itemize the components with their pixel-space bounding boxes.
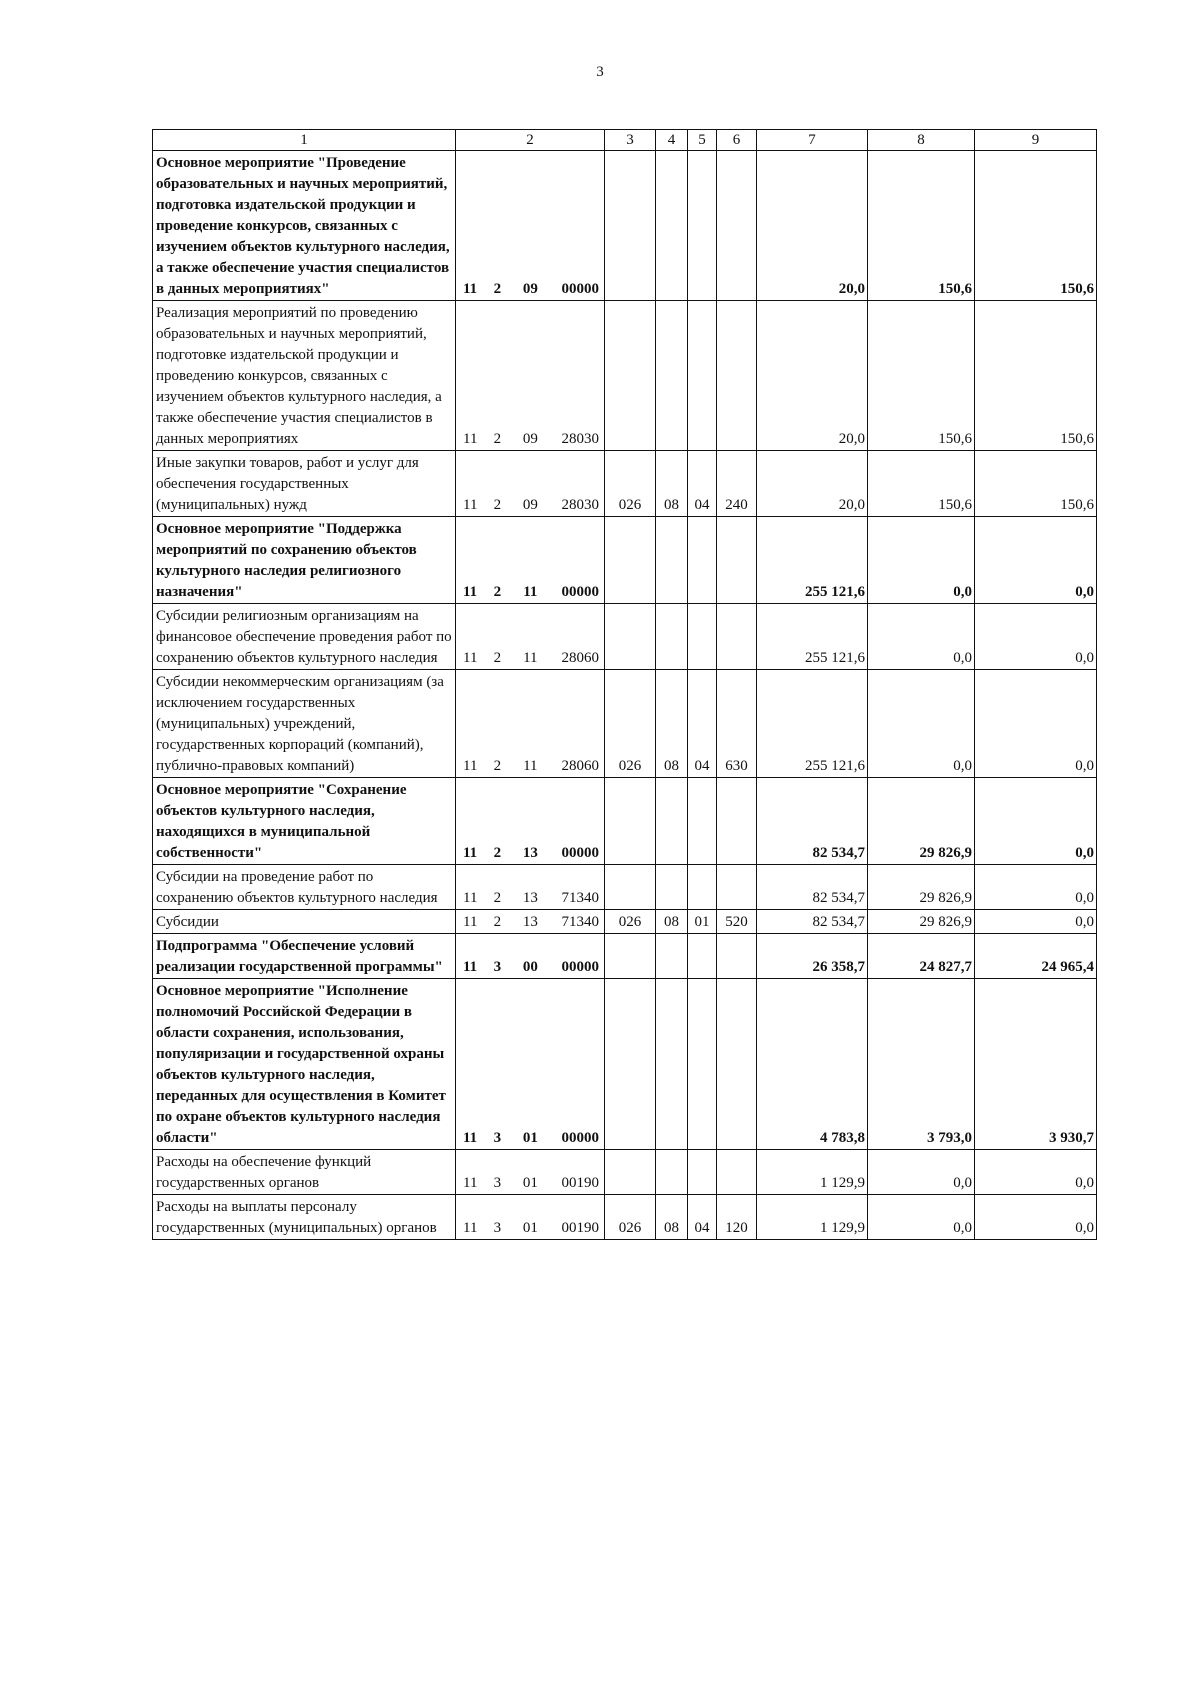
table-body [153,151,1097,1240]
column-header-1: 1 [153,130,456,151]
row-c6: 240 [717,451,757,517]
row-c3: 026 [605,910,656,934]
column-header-2: 2 [456,130,605,151]
table-row-program-item [153,979,1097,1150]
code-part-3: 00 [522,959,538,975]
row-c4 [656,301,688,451]
table-row-program-item [153,934,1097,979]
code-part-1: 11 [463,758,478,774]
code-part-2: 2 [493,650,502,666]
row-value-8: 29 826,9 [868,910,975,934]
row-c3 [605,1150,656,1195]
row-c5: 04 [688,670,717,778]
header-row [153,130,1097,151]
row-c4 [656,604,688,670]
row-c4 [656,979,688,1150]
code-part-4: 28030 [561,497,599,513]
row-c6: 120 [717,1195,757,1240]
row-c5 [688,934,717,979]
code-part-1: 11 [463,497,478,513]
row-code [459,648,601,669]
row-c6 [717,979,757,1150]
row-c6: 630 [717,670,757,778]
code-part-3: 01 [522,1220,538,1236]
row-c6 [717,865,757,910]
code-part-1: 11 [463,1175,478,1191]
code-part-2: 3 [493,1130,502,1146]
row-c4 [656,778,688,865]
row-value-8: 150,6 [868,451,975,517]
table-row [153,865,1097,910]
code-part-1: 11 [463,650,478,666]
row-c4: 08 [656,1195,688,1240]
row-c3 [605,151,656,301]
row-code-cell [456,151,605,301]
row-code [459,582,601,603]
code-part-2: 2 [493,758,502,774]
row-code-cell [456,451,605,517]
code-part-4: 00000 [561,281,599,297]
code-part-2: 2 [493,845,502,861]
row-value-9: 0,0 [975,910,1097,934]
table-row [153,301,1097,451]
row-c3 [605,778,656,865]
column-header-4: 4 [656,130,688,151]
row-name: Расходы на обеспечение функций государственных органов [153,1150,456,1195]
row-value-7: 255 121,6 [757,604,868,670]
code-part-2: 2 [493,584,502,600]
code-part-4: 28030 [561,431,599,447]
row-code-cell [456,670,605,778]
code-part-1: 11 [463,431,478,447]
row-c6: 520 [717,910,757,934]
row-value-7: 4 783,8 [757,979,868,1150]
row-c3 [605,604,656,670]
row-name: Субсидии [153,910,456,934]
code-part-4: 71340 [561,914,599,930]
row-value-7: 1 129,9 [757,1150,868,1195]
column-header-6: 6 [717,130,757,151]
row-c3 [605,865,656,910]
row-c3: 026 [605,451,656,517]
table-row-program-item [153,517,1097,604]
code-part-4: 00000 [561,584,599,600]
row-c6 [717,604,757,670]
row-code-cell [456,865,605,910]
row-value-8: 24 827,7 [868,934,975,979]
row-value-8: 3 793,0 [868,979,975,1150]
code-part-4: 00190 [561,1220,599,1236]
row-c5 [688,1150,717,1195]
row-name: Реализация мероприятий по проведению образовательных и научных мероприятий, подготовке издательской продукции и проведению конкурсов, связанных с изучением объектов культурного наследия, а также обеспечение участия специалистов в данных мероприятиях [153,301,456,451]
code-part-3: 13 [522,845,538,861]
code-part-3: 11 [523,650,538,666]
code-part-3: 11 [523,758,538,774]
table-row [153,604,1097,670]
row-code-cell [456,979,605,1150]
row-code-cell [456,934,605,979]
row-value-7: 82 534,7 [757,865,868,910]
row-code [459,1173,601,1194]
code-part-2: 2 [493,890,502,906]
row-value-7: 255 121,6 [757,670,868,778]
code-part-1: 11 [463,1130,478,1146]
row-value-9: 3 930,7 [975,979,1097,1150]
row-name: Основное мероприятие "Проведение образовательных и научных мероприятий, подготовка издательской продукции и проведение конкурсов, связанных с изучением объектов культурного наследия, а также обеспечение участия специалистов в данных мероприятиях" [153,151,456,301]
row-c3: 026 [605,1195,656,1240]
table-row [153,1150,1097,1195]
code-part-2: 2 [493,497,502,513]
row-c4 [656,865,688,910]
code-part-4: 00000 [561,1130,599,1146]
row-name: Основное мероприятие "Поддержка мероприятий по сохранению объектов культурного наследия религиозного назначения" [153,517,456,604]
row-code-cell [456,910,605,934]
row-value-7: 20,0 [757,451,868,517]
row-code [459,279,601,300]
row-c6 [717,301,757,451]
row-name: Расходы на выплаты персоналу государственных (муниципальных) органов [153,1195,456,1240]
row-name: Субсидии на проведение работ по сохранению объектов культурного наследия [153,865,456,910]
code-part-3: 11 [523,584,538,600]
row-c4: 08 [656,451,688,517]
row-code [459,888,601,909]
row-value-7: 255 121,6 [757,517,868,604]
row-c5 [688,301,717,451]
code-part-3: 09 [522,431,538,447]
code-part-2: 3 [493,1220,502,1236]
row-value-9: 0,0 [975,604,1097,670]
code-part-4: 71340 [561,890,599,906]
column-header-7: 7 [757,130,868,151]
code-part-2: 3 [493,1175,502,1191]
row-c6 [717,778,757,865]
row-c4: 08 [656,670,688,778]
row-value-7: 1 129,9 [757,1195,868,1240]
row-code-cell [456,604,605,670]
row-c6 [717,151,757,301]
row-name: Субсидии религиозным организациям на финансовое обеспечение проведения работ по сохранению объектов культурного наследия [153,604,456,670]
row-value-9: 150,6 [975,451,1097,517]
row-c4 [656,151,688,301]
column-header-3: 3 [605,130,656,151]
table-row [153,910,1097,934]
row-value-9: 0,0 [975,778,1097,865]
row-value-8: 0,0 [868,517,975,604]
row-code-cell [456,778,605,865]
row-c5: 04 [688,451,717,517]
row-name: Иные закупки товаров, работ и услуг для обеспечения государственных (муниципальных) нужд [153,451,456,517]
column-header-8: 8 [868,130,975,151]
row-value-9: 0,0 [975,670,1097,778]
row-c6 [717,1150,757,1195]
row-code [459,1218,601,1239]
row-c6 [717,934,757,979]
budget-table [152,129,1097,1240]
page-number: 3 [596,64,604,80]
row-value-7: 20,0 [757,151,868,301]
row-value-7: 82 534,7 [757,778,868,865]
row-code [459,843,601,864]
row-code [459,495,601,516]
row-code [459,1128,601,1149]
row-value-9: 24 965,4 [975,934,1097,979]
row-c5 [688,778,717,865]
row-value-9: 150,6 [975,151,1097,301]
row-value-8: 29 826,9 [868,865,975,910]
code-part-1: 11 [463,281,478,297]
row-c3: 026 [605,670,656,778]
row-code-cell [456,301,605,451]
code-part-3: 09 [522,497,538,513]
row-value-7: 20,0 [757,301,868,451]
row-c3 [605,934,656,979]
row-value-8: 0,0 [868,604,975,670]
row-value-8: 150,6 [868,151,975,301]
row-name: Основное мероприятие "Сохранение объектов культурного наследия, находящихся в муниципальной собственности" [153,778,456,865]
code-part-4: 00000 [561,959,599,975]
code-part-3: 01 [522,1175,538,1191]
row-name: Подпрограмма "Обеспечение условий реализации государственной программы" [153,934,456,979]
row-value-9: 0,0 [975,517,1097,604]
row-c5 [688,979,717,1150]
code-part-1: 11 [463,845,478,861]
row-c5 [688,517,717,604]
row-c4 [656,517,688,604]
table-row-program-item [153,151,1097,301]
table-row [153,451,1097,517]
code-part-4: 28060 [561,758,599,774]
row-name: Основное мероприятие "Исполнение полномочий Российской Федерации в области сохранения, использования, популяризации и государственной охраны объектов культурного наследия, переданных для осуществления в Комитет по охране объектов культурного наследия области" [153,979,456,1150]
code-part-4: 00000 [561,845,599,861]
code-part-3: 01 [522,1130,538,1146]
row-c3 [605,301,656,451]
row-value-8: 0,0 [868,1150,975,1195]
code-part-3: 13 [522,890,538,906]
row-value-8: 29 826,9 [868,778,975,865]
row-code [459,957,601,978]
column-header-9: 9 [975,130,1097,151]
column-header-5: 5 [688,130,717,151]
row-c3 [605,517,656,604]
row-c4: 08 [656,910,688,934]
code-part-4: 28060 [561,650,599,666]
row-code-cell [456,1195,605,1240]
row-value-7: 82 534,7 [757,910,868,934]
row-c5: 04 [688,1195,717,1240]
row-code [459,912,601,933]
code-part-2: 2 [493,914,502,930]
budget-table-wrapper [152,129,1097,1240]
code-part-2: 2 [493,431,502,447]
code-part-1: 11 [463,890,478,906]
code-part-2: 3 [493,959,502,975]
row-code [459,429,601,450]
row-code [459,756,601,777]
row-value-9: 150,6 [975,301,1097,451]
row-value-9: 0,0 [975,1195,1097,1240]
table-header [153,130,1097,151]
code-part-3: 09 [522,281,538,297]
code-part-3: 13 [522,914,538,930]
row-c5 [688,604,717,670]
row-value-8: 150,6 [868,301,975,451]
table-row-program-item [153,778,1097,865]
code-part-1: 11 [463,959,478,975]
row-name: Субсидии некоммерческим организациям (за исключением государственных (муниципальных) учреждений, государственных корпораций (компаний), публично-правовых компаний) [153,670,456,778]
code-part-1: 11 [463,584,478,600]
table-row [153,670,1097,778]
row-c4 [656,934,688,979]
row-value-9: 0,0 [975,865,1097,910]
row-value-7: 26 358,7 [757,934,868,979]
code-part-1: 11 [463,914,478,930]
row-c4 [656,1150,688,1195]
code-part-2: 2 [493,281,502,297]
row-value-9: 0,0 [975,1150,1097,1195]
code-part-4: 00190 [561,1175,599,1191]
row-code-cell [456,1150,605,1195]
row-c5: 01 [688,910,717,934]
code-part-1: 11 [463,1220,478,1236]
row-value-8: 0,0 [868,1195,975,1240]
row-c5 [688,865,717,910]
row-c3 [605,979,656,1150]
table-row [153,1195,1097,1240]
row-code-cell [456,517,605,604]
row-c6 [717,517,757,604]
row-c5 [688,151,717,301]
row-value-8: 0,0 [868,670,975,778]
